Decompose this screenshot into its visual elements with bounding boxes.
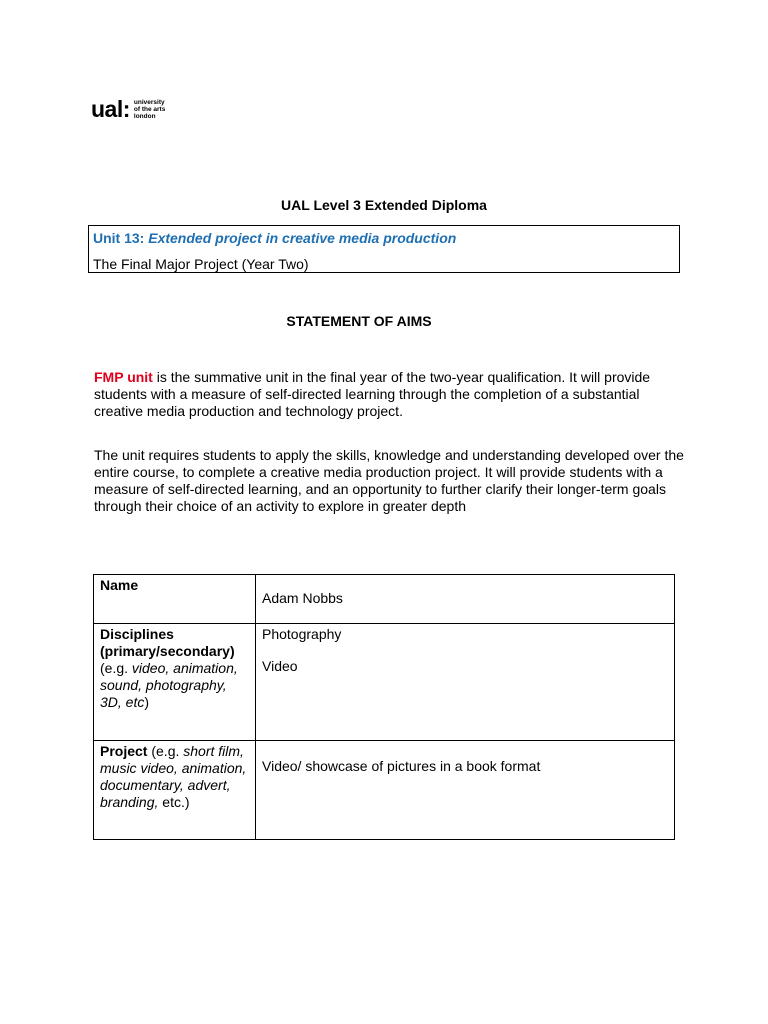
disciplines-hint-pre: (e.g.: [100, 660, 132, 676]
ual-logo: [91, 98, 165, 121]
project-hint-post: etc.): [158, 794, 190, 810]
discipline-secondary: Video: [262, 658, 298, 674]
section-heading: STATEMENT OF AIMS: [286, 313, 432, 329]
unit-label: Unit 13:: [93, 230, 145, 246]
project-label-cell: [94, 741, 256, 840]
paragraph-unit-requirements: The unit requires students to apply the skills, knowledge and understanding developed over the entire course, to complete a creative media production project. It will provide students with a measure of self-directed learning, and an opportunity to further clarify their longer-term goals through their choice of an activity to explore in greater depth: [94, 447, 684, 514]
logo-line-3: london: [133, 113, 156, 120]
unit-box: [88, 225, 680, 273]
name-label-cell: [94, 575, 256, 624]
logo-text: [134, 99, 165, 120]
logo-line-2: of the arts: [133, 106, 166, 113]
project-value-cell: [256, 741, 675, 840]
table-row-name: [94, 575, 675, 624]
project-value: Video/ showcase of pictures in a book format: [262, 758, 541, 774]
aims-table: [93, 574, 675, 840]
name-label: Name: [100, 577, 139, 593]
name-value-cell: [256, 575, 675, 624]
discipline-primary: Photography: [262, 626, 342, 642]
table-row-project: [94, 741, 675, 840]
fmp-highlight: FMP unit: [94, 369, 153, 385]
unit-heading: [93, 228, 675, 248]
disciplines-hint-post: ): [144, 694, 150, 710]
disciplines-hint-items: video, animation, sound, photography, 3D, etc: [100, 660, 238, 710]
disciplines-label: Disciplines (primary/secondary): [100, 626, 235, 659]
project-hint-pre: (e.g.: [147, 743, 184, 759]
unit-subtitle: The Final Major Project (Year Two): [93, 256, 309, 272]
name-value: Adam Nobbs: [262, 590, 343, 606]
project-hint-items: short film, music video, animation, documentary, advert, branding,: [100, 743, 247, 810]
disciplines-label-cell: [94, 624, 256, 741]
document-title: UAL Level 3 Extended Diploma: [281, 197, 487, 213]
table-row-disciplines: [94, 624, 675, 741]
project-label: Project: [100, 743, 148, 759]
paragraph-fmp: [94, 369, 684, 420]
logo-line-1: university: [133, 99, 165, 106]
disciplines-value-cell: [256, 624, 675, 741]
paragraph-fmp-text: is the summative unit in the final year of the two-year qualification. It will provide students with a measure of self-directed learning through the completion of a substantial creative media production and technology project.: [94, 369, 651, 419]
unit-name: Extended project in creative media production: [148, 230, 457, 246]
logo-mark: ual:: [91, 96, 130, 122]
